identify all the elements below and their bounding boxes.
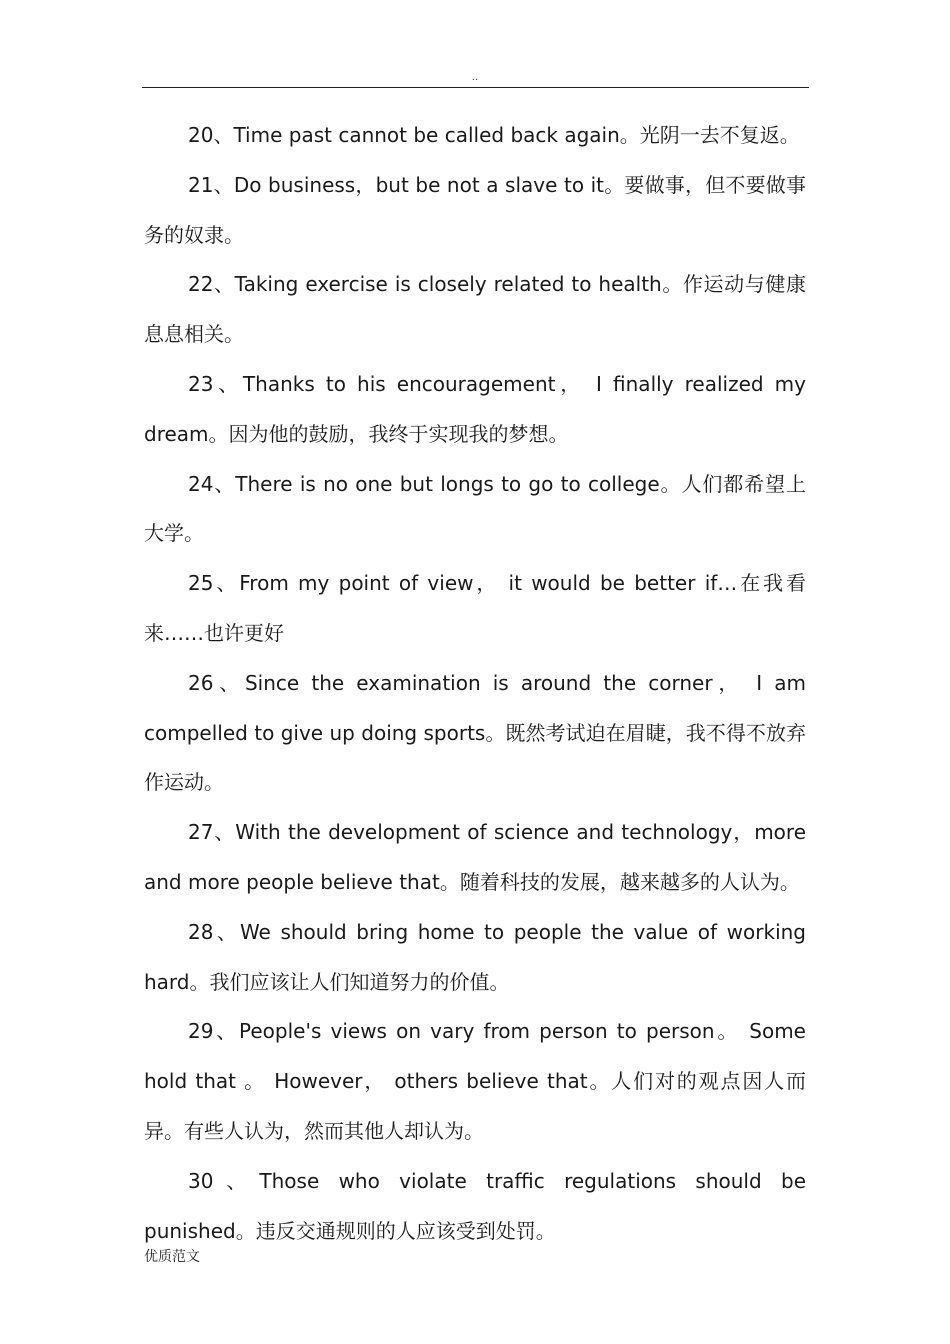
sentence-27: 27、With the development of science and technology，more and more people believe that。随着科技的发展，越来越多的人认为。: [144, 820, 806, 894]
footer-label: 优质范文: [144, 1249, 200, 1265]
sentence-28: 28、We should bring home to people the value of working hard。我们应该让人们知道努力的价值。: [144, 919, 806, 994]
sentence-21: 21、Do business，but be not a slave to it。要做事，但不要做事务的奴隶。: [144, 172, 806, 247]
document-body: [144, 111, 806, 1256]
sentence-20: 20、Time past cannot be called back again。光阴一去不复返。: [188, 123, 800, 147]
sentence-25: 25、From my point of view， it would be better if…在我看来……也许更好: [144, 571, 806, 645]
sentence-23: 23、Thanks to his encouragement， I finally realized my dream。因为他的鼓励，我终于实现我的梦想。: [144, 371, 806, 446]
sentence-29: 29、People's views on vary from person to person。 Some hold that 。 However， others believe that。人们对的观点因人而异。有些人认为，然而其他人却认为。: [144, 1019, 806, 1143]
sentence-30: 30、Those who violate traffic regulations should be punished。违反交通规则的人应该受到处罚。: [144, 1168, 806, 1243]
sentence-22: 22、Taking exercise is closely related to health。作运动与健康息息相关。: [144, 272, 806, 347]
header-mark: ..: [471, 72, 479, 83]
header-rule: [142, 87, 809, 88]
sentence-24: 24、There is no one but longs to go to college。人们都希望上大学。: [144, 471, 806, 546]
sentence-26: 26、Since the examination is around the corner， I am compelled to give up doing sports。既然考试迫在眉睫，我不得不放弃作运动。: [144, 670, 806, 795]
